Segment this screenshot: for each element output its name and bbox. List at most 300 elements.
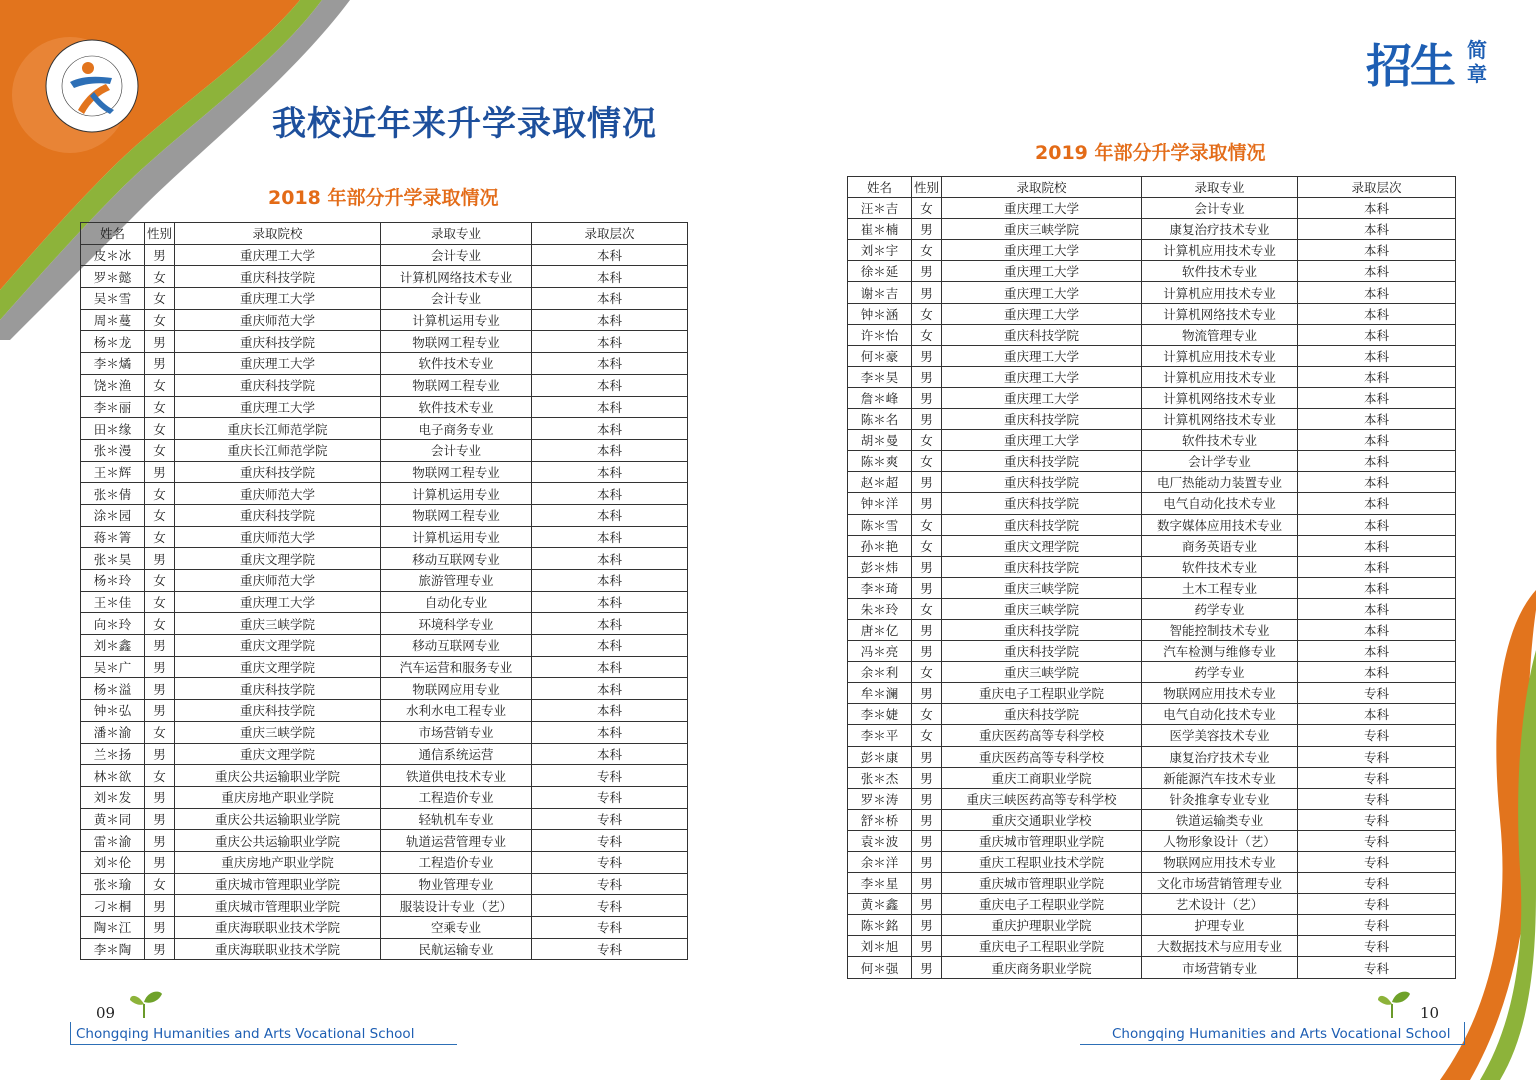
cell-major: 药学专业 [1142, 662, 1298, 683]
table-row [848, 556, 1456, 577]
table-row [848, 261, 1456, 282]
cell-level: 本科 [1298, 240, 1456, 261]
cell-gender: 男 [145, 635, 175, 657]
table-row [81, 635, 688, 657]
cell-major: 移动互联网专业 [381, 635, 532, 657]
cell-school: 重庆医药高等专科学校 [942, 725, 1142, 746]
table-row [848, 641, 1456, 662]
cell-level: 本科 [532, 331, 688, 353]
cell-level: 专科 [1298, 809, 1456, 830]
table-row [848, 852, 1456, 873]
table-row [81, 743, 688, 765]
cell-school: 重庆科技学院 [942, 472, 1142, 493]
cell-level: 本科 [1298, 598, 1456, 619]
cell-major: 计算机应用技术专业 [1142, 366, 1298, 387]
cell-level: 本科 [532, 396, 688, 418]
cell-school: 重庆交通职业学校 [942, 809, 1142, 830]
cell-name: 杨＊溢 [81, 678, 145, 700]
cell-name: 牟＊澜 [848, 683, 912, 704]
cell-major: 物流管理专业 [1142, 324, 1298, 345]
cell-gender: 女 [145, 765, 175, 787]
cell-gender: 女 [145, 721, 175, 743]
cell-level: 本科 [1298, 704, 1456, 725]
table-row [848, 535, 1456, 556]
page-number-right: 10 [1420, 1004, 1440, 1022]
cell-major: 新能源汽车技术专业 [1142, 767, 1298, 788]
cell-school: 重庆科技学院 [175, 266, 381, 288]
cell-school: 重庆三峡医药高等专科学校 [942, 788, 1142, 809]
cell-name: 钟＊涵 [848, 303, 912, 324]
cell-school: 重庆理工大学 [942, 430, 1142, 451]
cell-level: 专科 [1298, 852, 1456, 873]
cell-name: 涂＊园 [81, 504, 145, 526]
cell-level: 专科 [532, 938, 688, 960]
cell-major: 计算机网络技术专业 [1142, 303, 1298, 324]
cell-level: 专科 [1298, 873, 1456, 894]
school-logo [44, 38, 140, 134]
cell-school: 重庆三峡学院 [175, 613, 381, 635]
cell-school: 重庆三峡学院 [942, 662, 1142, 683]
table-row [848, 619, 1456, 640]
cell-major: 软件技术专业 [1142, 261, 1298, 282]
cell-gender: 女 [912, 324, 942, 345]
cell-gender: 男 [145, 895, 175, 917]
table-row [848, 451, 1456, 472]
cell-gender: 男 [912, 472, 942, 493]
cell-name: 彭＊康 [848, 746, 912, 767]
table-row [81, 895, 688, 917]
column-header: 录取院校 [942, 177, 1142, 198]
cell-major: 移动互联网专业 [381, 548, 532, 570]
cell-level: 本科 [532, 570, 688, 592]
cell-major: 铁道供电技术专业 [381, 765, 532, 787]
cell-gender: 男 [912, 894, 942, 915]
cell-major: 康复治疗技术专业 [1142, 219, 1298, 240]
cell-school: 重庆科技学院 [175, 331, 381, 353]
cell-school: 重庆城市管理职业学院 [175, 873, 381, 895]
cell-name: 林＊欲 [81, 765, 145, 787]
cell-gender: 男 [912, 366, 942, 387]
column-header: 录取专业 [381, 223, 532, 245]
cell-school: 重庆理工大学 [942, 261, 1142, 282]
cell-school: 重庆文理学院 [175, 656, 381, 678]
cell-level: 专科 [532, 917, 688, 939]
cell-gender: 女 [145, 504, 175, 526]
cell-major: 计算机应用技术专业 [1142, 240, 1298, 261]
cell-major: 物业管理专业 [381, 873, 532, 895]
cell-school: 重庆理工大学 [942, 198, 1142, 219]
footer-school-name: Chongqing Humanities and Arts Vocational School [1112, 1026, 1451, 1042]
table-row [81, 830, 688, 852]
cell-level: 本科 [532, 418, 688, 440]
cell-major: 文化市场营销管理专业 [1142, 873, 1298, 894]
cell-name: 潘＊渝 [81, 721, 145, 743]
cell-major: 计算机运用专业 [381, 483, 532, 505]
cell-gender: 女 [912, 704, 942, 725]
cell-name: 唐＊亿 [848, 619, 912, 640]
cell-name: 刘＊发 [81, 786, 145, 808]
table-row [81, 656, 688, 678]
cell-name: 赵＊超 [848, 472, 912, 493]
cell-name: 李＊燏 [81, 353, 145, 375]
table-row [81, 439, 688, 461]
cell-major: 计算机应用技术专业 [1142, 282, 1298, 303]
cell-name: 钟＊弘 [81, 700, 145, 722]
cell-gender: 男 [145, 851, 175, 873]
cell-school: 重庆医药高等专科学校 [942, 746, 1142, 767]
table-row [81, 396, 688, 418]
cell-gender: 男 [145, 353, 175, 375]
cell-school: 重庆工商职业学院 [942, 767, 1142, 788]
cell-gender: 女 [912, 725, 942, 746]
cell-name: 何＊强 [848, 957, 912, 978]
cell-gender: 男 [912, 957, 942, 978]
cell-school: 重庆海联职业技术学院 [175, 938, 381, 960]
cell-school: 重庆三峡学院 [942, 219, 1142, 240]
table-row [81, 418, 688, 440]
cell-gender: 男 [912, 936, 942, 957]
cell-gender: 男 [912, 556, 942, 577]
cell-name: 徐＊延 [848, 261, 912, 282]
table-row [81, 917, 688, 939]
cell-gender: 女 [912, 303, 942, 324]
cell-gender: 男 [145, 743, 175, 765]
cell-level: 专科 [1298, 725, 1456, 746]
table-row [848, 472, 1456, 493]
cell-school: 重庆理工大学 [175, 288, 381, 310]
cell-level: 本科 [1298, 219, 1456, 240]
table-row [848, 282, 1456, 303]
cell-level: 本科 [532, 288, 688, 310]
cell-level: 本科 [532, 721, 688, 743]
column-header: 性别 [145, 223, 175, 245]
cell-school: 重庆城市管理职业学院 [942, 830, 1142, 851]
cell-name: 周＊蔓 [81, 309, 145, 331]
table-row [848, 809, 1456, 830]
cell-level: 专科 [1298, 767, 1456, 788]
cell-level: 本科 [532, 743, 688, 765]
cell-level: 本科 [532, 483, 688, 505]
cell-level: 本科 [532, 613, 688, 635]
cell-gender: 男 [912, 619, 942, 640]
cell-name: 李＊陶 [81, 938, 145, 960]
cell-gender: 女 [145, 483, 175, 505]
cell-school: 重庆护理职业学院 [942, 915, 1142, 936]
cell-level: 专科 [532, 786, 688, 808]
cell-major: 艺术设计（艺） [1142, 894, 1298, 915]
cell-name: 皮＊冰 [81, 244, 145, 266]
cell-name: 罗＊懿 [81, 266, 145, 288]
sprout-icon [128, 988, 164, 1018]
cell-name: 钟＊洋 [848, 493, 912, 514]
cell-level: 专科 [532, 765, 688, 787]
cell-major: 会计专业 [381, 244, 532, 266]
cell-major: 会计专业 [381, 439, 532, 461]
cell-name: 刁＊桐 [81, 895, 145, 917]
cell-school: 重庆师范大学 [175, 526, 381, 548]
cell-major: 服装设计专业（艺） [381, 895, 532, 917]
cell-school: 重庆师范大学 [175, 309, 381, 331]
cell-level: 本科 [1298, 619, 1456, 640]
cell-gender: 男 [912, 345, 942, 366]
cell-major: 物联网应用专业 [381, 678, 532, 700]
cell-level: 本科 [1298, 324, 1456, 345]
cell-school: 重庆科技学院 [942, 493, 1142, 514]
cell-school: 重庆城市管理职业学院 [942, 873, 1142, 894]
cell-name: 向＊玲 [81, 613, 145, 635]
sprout-icon [1376, 988, 1412, 1018]
cell-school: 重庆理工大学 [942, 240, 1142, 261]
cell-school: 重庆理工大学 [942, 345, 1142, 366]
cell-major: 自动化专业 [381, 591, 532, 613]
cell-gender: 女 [145, 374, 175, 396]
cell-name: 张＊漫 [81, 439, 145, 461]
cell-level: 本科 [1298, 303, 1456, 324]
cell-major: 土木工程专业 [1142, 577, 1298, 598]
cell-gender: 女 [912, 535, 942, 556]
cell-gender: 男 [145, 678, 175, 700]
cell-major: 软件技术专业 [1142, 556, 1298, 577]
section-title-2019: 2019 年部分升学录取情况 [1035, 142, 1266, 164]
cell-gender: 男 [145, 786, 175, 808]
cell-major: 计算机应用技术专业 [1142, 345, 1298, 366]
cell-gender: 女 [145, 418, 175, 440]
table-row [81, 309, 688, 331]
cell-gender: 男 [145, 830, 175, 852]
cell-level: 本科 [1298, 662, 1456, 683]
cell-gender: 男 [145, 917, 175, 939]
table-row [848, 662, 1456, 683]
cell-name: 余＊利 [848, 662, 912, 683]
cell-level: 本科 [1298, 387, 1456, 408]
cell-name: 兰＊扬 [81, 743, 145, 765]
cell-school: 重庆电子工程职业学院 [942, 936, 1142, 957]
cell-name: 陈＊雪 [848, 514, 912, 535]
cell-major: 物联网工程专业 [381, 504, 532, 526]
table-row [81, 288, 688, 310]
cell-major: 铁道运输类专业 [1142, 809, 1298, 830]
cell-level: 本科 [532, 439, 688, 461]
cell-gender: 女 [912, 240, 942, 261]
cell-level: 本科 [1298, 472, 1456, 493]
cell-gender: 男 [145, 656, 175, 678]
cell-level: 本科 [532, 504, 688, 526]
cell-major: 会计专业 [381, 288, 532, 310]
cell-major: 人物形象设计（艺） [1142, 830, 1298, 851]
footer-school-name: Chongqing Humanities and Arts Vocational School [76, 1026, 415, 1042]
cell-major: 电气自动化技术专业 [1142, 493, 1298, 514]
table-row [848, 683, 1456, 704]
cell-major: 护理专业 [1142, 915, 1298, 936]
cell-school: 重庆长江师范学院 [175, 439, 381, 461]
table-row [848, 957, 1456, 978]
cell-level: 本科 [532, 353, 688, 375]
cell-major: 计算机运用专业 [381, 309, 532, 331]
cell-school: 重庆科技学院 [942, 324, 1142, 345]
cell-gender: 女 [145, 613, 175, 635]
cell-name: 张＊昊 [81, 548, 145, 570]
cell-name: 杨＊龙 [81, 331, 145, 353]
cell-major: 轨道运营管理专业 [381, 830, 532, 852]
cell-name: 陶＊江 [81, 917, 145, 939]
cell-level: 本科 [532, 591, 688, 613]
cell-gender: 男 [912, 873, 942, 894]
cell-gender: 女 [145, 526, 175, 548]
table-row [848, 303, 1456, 324]
cell-major: 民航运输专业 [381, 938, 532, 960]
cell-gender: 男 [912, 641, 942, 662]
cell-level: 本科 [1298, 535, 1456, 556]
cell-school: 重庆科技学院 [175, 461, 381, 483]
cell-school: 重庆理工大学 [175, 244, 381, 266]
cell-gender: 男 [145, 244, 175, 266]
table-header-row [848, 177, 1456, 198]
cell-name: 刘＊旭 [848, 936, 912, 957]
cell-level: 本科 [532, 700, 688, 722]
cell-level: 本科 [1298, 282, 1456, 303]
table-row [848, 240, 1456, 261]
cell-name: 陈＊名 [848, 409, 912, 430]
cell-school: 重庆公共运输职业学院 [175, 808, 381, 830]
cell-school: 重庆理工大学 [942, 282, 1142, 303]
cell-level: 本科 [1298, 430, 1456, 451]
cell-major: 空乘专业 [381, 917, 532, 939]
table-row [81, 526, 688, 548]
cell-gender: 男 [912, 746, 942, 767]
cell-school: 重庆文理学院 [175, 548, 381, 570]
cell-level: 专科 [532, 830, 688, 852]
column-header: 录取院校 [175, 223, 381, 245]
cell-name: 黄＊鑫 [848, 894, 912, 915]
cell-major: 会计学专业 [1142, 451, 1298, 472]
cell-gender: 男 [145, 331, 175, 353]
table-row [848, 409, 1456, 430]
cell-gender: 男 [145, 700, 175, 722]
section-title-2018: 2018 年部分升学录取情况 [268, 187, 499, 209]
cell-school: 重庆文理学院 [942, 535, 1142, 556]
column-header: 录取层次 [1298, 177, 1456, 198]
cell-gender: 男 [912, 683, 942, 704]
cell-school: 重庆科技学院 [942, 619, 1142, 640]
cell-gender: 女 [145, 309, 175, 331]
cell-school: 重庆三峡学院 [942, 577, 1142, 598]
table-row [848, 387, 1456, 408]
table-row [81, 808, 688, 830]
cell-school: 重庆科技学院 [942, 451, 1142, 472]
cell-name: 李＊星 [848, 873, 912, 894]
table-row [848, 493, 1456, 514]
cell-level: 本科 [1298, 198, 1456, 219]
table-row [81, 721, 688, 743]
cell-major: 物联网工程专业 [381, 461, 532, 483]
cell-level: 专科 [1298, 746, 1456, 767]
admission-table-2018 [80, 222, 688, 960]
table-row [848, 936, 1456, 957]
cell-level: 本科 [1298, 493, 1456, 514]
cell-name: 李＊平 [848, 725, 912, 746]
cell-school: 重庆师范大学 [175, 483, 381, 505]
cell-name: 许＊怡 [848, 324, 912, 345]
cell-gender: 女 [145, 591, 175, 613]
cell-level: 本科 [532, 526, 688, 548]
cell-school: 重庆房地产职业学院 [175, 786, 381, 808]
cell-gender: 男 [912, 767, 942, 788]
cell-level: 专科 [1298, 830, 1456, 851]
page-main-title: 我校近年来升学录取情况 [272, 104, 657, 144]
cell-gender: 女 [912, 662, 942, 683]
cell-school: 重庆科技学院 [175, 678, 381, 700]
cell-school: 重庆三峡学院 [942, 598, 1142, 619]
table-row [81, 786, 688, 808]
table-row [81, 331, 688, 353]
cell-major: 智能控制技术专业 [1142, 619, 1298, 640]
cell-gender: 女 [145, 266, 175, 288]
cell-major: 计算机网络技术专业 [1142, 387, 1298, 408]
cell-major: 汽车检测与维修专业 [1142, 641, 1298, 662]
table-row [81, 483, 688, 505]
cell-major: 软件技术专业 [381, 396, 532, 418]
column-header: 姓名 [848, 177, 912, 198]
cell-major: 水利水电工程专业 [381, 700, 532, 722]
cell-school: 重庆科技学院 [175, 504, 381, 526]
cell-major: 物联网工程专业 [381, 331, 532, 353]
cell-gender: 女 [145, 288, 175, 310]
table-row [81, 851, 688, 873]
cell-school: 重庆理工大学 [175, 396, 381, 418]
table-row [81, 548, 688, 570]
cell-gender: 女 [912, 598, 942, 619]
column-header: 性别 [912, 177, 942, 198]
cell-major: 物联网工程专业 [381, 374, 532, 396]
admission-table-2019 [847, 176, 1456, 979]
cell-name: 田＊缘 [81, 418, 145, 440]
cell-school: 重庆科技学院 [175, 374, 381, 396]
cell-gender: 男 [912, 809, 942, 830]
cell-school: 重庆工程职业技术学院 [942, 852, 1142, 873]
cell-major: 会计专业 [1142, 198, 1298, 219]
cell-school: 重庆海联职业技术学院 [175, 917, 381, 939]
cell-name: 刘＊伦 [81, 851, 145, 873]
table-row [848, 598, 1456, 619]
column-header: 姓名 [81, 223, 145, 245]
cell-major: 轻轨机车专业 [381, 808, 532, 830]
table-row [848, 514, 1456, 535]
cell-major: 物联网应用技术专业 [1142, 683, 1298, 704]
cell-gender: 男 [912, 493, 942, 514]
cell-major: 医学美容技术专业 [1142, 725, 1298, 746]
cell-major: 软件技术专业 [381, 353, 532, 375]
cell-school: 重庆城市管理职业学院 [175, 895, 381, 917]
table-row [848, 430, 1456, 451]
table-row [848, 830, 1456, 851]
cell-name: 刘＊宇 [848, 240, 912, 261]
cell-gender: 男 [912, 915, 942, 936]
cell-school: 重庆商务职业学院 [942, 957, 1142, 978]
cell-name: 吴＊雪 [81, 288, 145, 310]
cell-level: 专科 [1298, 936, 1456, 957]
cell-school: 重庆文理学院 [175, 743, 381, 765]
cell-major: 软件技术专业 [1142, 430, 1298, 451]
cell-level: 本科 [1298, 261, 1456, 282]
cell-school: 重庆科技学院 [942, 704, 1142, 725]
cell-gender: 男 [912, 387, 942, 408]
cell-gender: 男 [145, 461, 175, 483]
cell-school: 重庆科技学院 [942, 556, 1142, 577]
cell-name: 朱＊玲 [848, 598, 912, 619]
cell-school: 重庆长江师范学院 [175, 418, 381, 440]
table-row [81, 678, 688, 700]
cell-level: 本科 [532, 461, 688, 483]
